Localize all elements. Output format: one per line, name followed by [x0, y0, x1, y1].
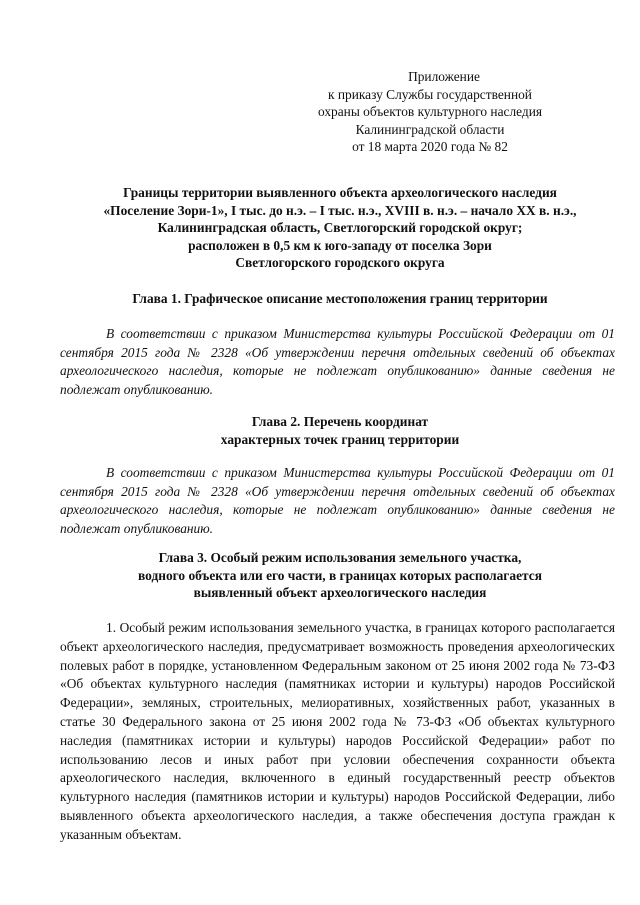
chapter3-heading: [60, 549, 620, 602]
appendix-line: охраны объектов культурного наследия: [317, 104, 543, 120]
chapter1-heading: [60, 290, 620, 308]
title-line: Светлогорского городского округа: [235, 255, 445, 270]
appendix-line: Приложение: [408, 69, 480, 84]
chapter2-text: В соответствии с приказом Министерства культуры Российской Федерации от 01 сентября 2015 года № 2328 «Об утверждении перечня отдельных сведений об объектах археологического наследия, которые не подлежат опубликованию» данные сведения не подлежат опубликованию.: [60, 465, 615, 536]
title-line: «Поселение Зори-1», I тыс. до н.э. – I тыс. н.э., XVIII в. н.э. – начало XX в. н.э.,: [103, 202, 577, 218]
chapter1-heading-text: Глава 1. Графическое описание местоположения границ территории: [132, 291, 548, 306]
chapter2-heading: [60, 413, 620, 448]
appendix-line: к приказу Службы государственной: [328, 86, 532, 102]
appendix-line: Калининградской области: [355, 121, 505, 137]
chapter3-heading-line: Глава 3. Особый режим использования земельного участка,: [158, 550, 522, 565]
appendix-block: [280, 68, 580, 156]
title-line: Границы территории выявленного объекта археологического наследия: [123, 185, 557, 200]
title-line: расположен в 0,5 км к юго-западу от поселка Зори: [188, 237, 492, 253]
chapter3-text: 1. Особый режим использования земельного участка, в границах которого располагается объект археологического наследия, предусматривает возможность проведения археологических полевых работ в порядке, установленном Федеральным законом от 25 июня 2002 года № 73-ФЗ «Об объектах культурного наследия (памятниках истории и культуры) народов Российской Федерации», земляных, строительных, мелиоративных, хозяйственных работ, указанных в статье 30 Федерального закона от 25 июня 2002 года № 73-ФЗ «Об объектах культурного наследия (памятниках истории и культуры) народов Российской Федерации» работ по использованию лесов и иных работ при условии обеспечения сохранности объекта археологического наследия, включенного в единый государственный реестр объектов культурного наследия (памятников истории и культуры) народов Российской Федерации, либо выявленного объекта археологического наследия, а также обеспечения доступа граждан к указанным объектам.: [60, 620, 615, 842]
appendix-line: от 18 марта 2020 года № 82: [352, 139, 508, 155]
chapter3-heading-line: водного объекта или его части, в границах которых располагается: [138, 567, 542, 583]
title-line: Калининградская область, Светлогорский городской округ;: [157, 220, 523, 235]
chapter1-text: В соответствии с приказом Министерства культуры Российской Федерации от 01 сентября 2015 года № 2328 «Об утверждении перечня отдельных сведений об объектах археологического наследия, которые не подлежат опубликованию» данные сведения не подлежат опубликованию.: [60, 326, 615, 397]
document-title: [60, 184, 620, 272]
chapter2-heading-line: характерных точек границ территории: [220, 431, 460, 447]
chapter2-heading-line: Глава 2. Перечень координат: [251, 414, 429, 429]
chapter3-heading-line: выявленный объект археологического наследия: [193, 585, 487, 600]
